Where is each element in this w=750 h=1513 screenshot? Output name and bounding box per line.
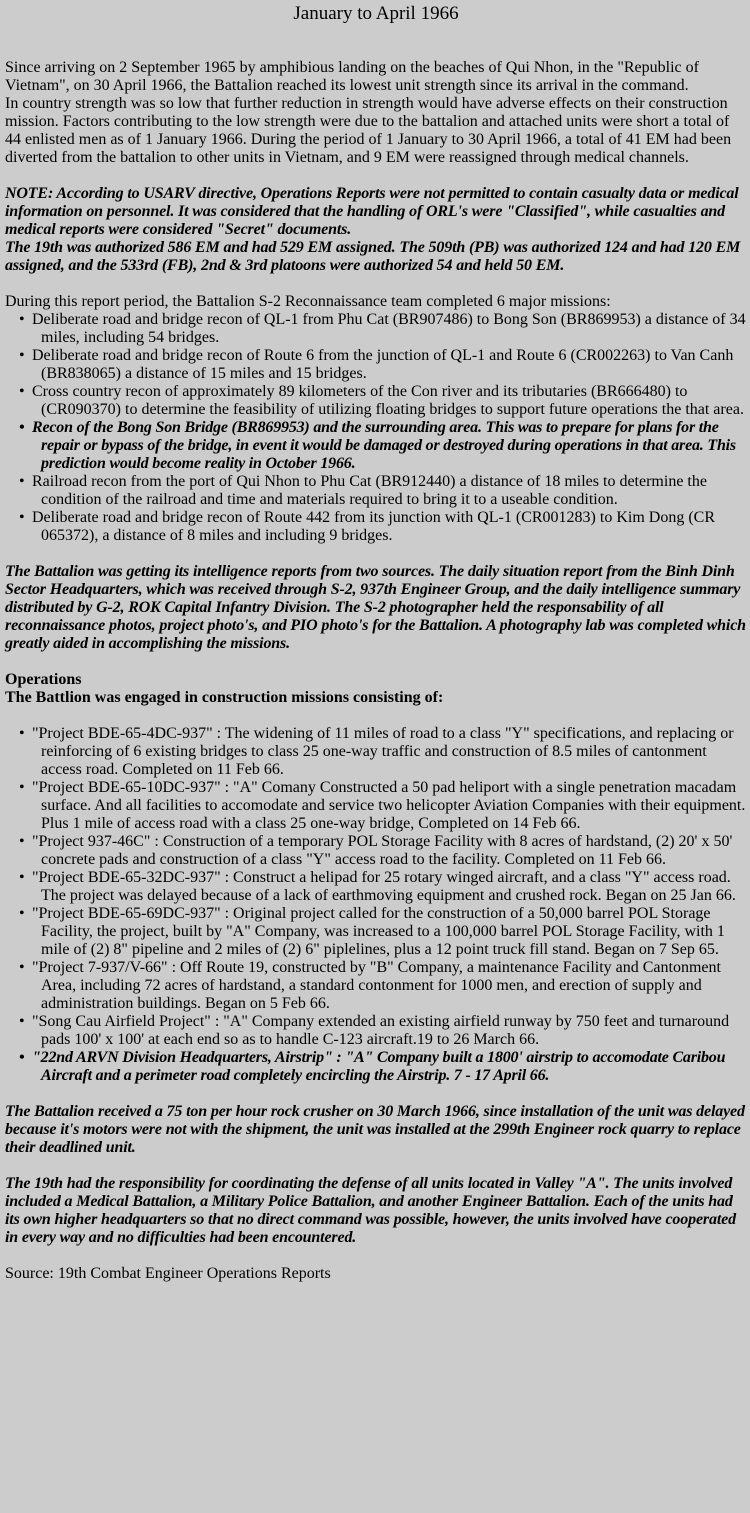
list-item bbox=[5, 959, 747, 1013]
bullet-icon: • bbox=[19, 473, 25, 490]
operations-heading: Operations bbox=[5, 671, 82, 688]
list-item bbox=[5, 833, 747, 869]
note-text-2: The 19th was authorized 586 EM and had 529 EM assigned. The 509th (PB) was authorized 124 and had 120 EM assigned, and the 533rd (FB), 2nd & 3rd platoons were authorized 54 and held 50 EM. bbox=[5, 239, 741, 274]
bullet-icon: • bbox=[19, 419, 25, 436]
page-title: January to April 1966 bbox=[293, 3, 459, 24]
intro-text-2: In country strength was so low that further reduction in strength would have adverse effects on their construction mission. Factors contributing to the low strength were due to the battalion and attached units were short a total of 44 enlisted men as of 1 January 1966. During the period of 1 January to 30 April 1966, a total of 41 EM had been diverted from the battalion to other units in Vietnam, and 9 EM were reassigned through medical channels. bbox=[5, 95, 732, 166]
bullet-icon: • bbox=[19, 725, 25, 742]
intro-paragraph bbox=[5, 59, 747, 167]
list-item bbox=[5, 311, 747, 347]
list-item-text: "Project 937-46C" : Construction of a temporary POL Storage Facility with 8 acres of hardstand, (2) 20' x 50' concrete pads and construction of a class "Y" access road to the facility. Completed on 11 Feb 66. bbox=[32, 833, 733, 868]
bullet-icon: • bbox=[19, 509, 25, 526]
list-item bbox=[5, 725, 747, 779]
bullet-icon: • bbox=[19, 905, 25, 922]
source-citation: Source: 19th Combat Engineer Operations Reports bbox=[5, 1265, 331, 1282]
intro-text-1: Since arriving on 2 September 1965 by amphibious landing on the beaches of Qui Nhon, in the "Republic of Vietnam", on 30 April 1966, the Battalion reached its lowest unit strength since its arrival in the command. bbox=[5, 59, 699, 94]
list-item bbox=[5, 1049, 747, 1085]
list-item bbox=[5, 869, 747, 905]
list-item bbox=[5, 473, 747, 509]
list-item-text: Recon of the Bong Son Bridge (BR869953) and the surrounding area. This was to prepare for plans for the repair or bypass of the bridge, in event it would be damaged or destroyed during operations in that area. This prediction would become reality in October 1966. bbox=[32, 419, 736, 472]
recon-section bbox=[5, 293, 747, 545]
bullet-icon: • bbox=[19, 311, 25, 328]
bullet-icon: • bbox=[19, 1049, 25, 1066]
list-item bbox=[5, 1013, 747, 1049]
note-paragraph bbox=[5, 185, 747, 275]
defense-paragraph: The 19th had the responsibility for coordinating the defense of all units located in Valley "A". The units involved included a Medical Battalion, a Military Police Battalion, and another Engineer Battalion. Each of the units had its own higher headquarters so that no direct command was possible, however, the units involved have cooperated in every way and no difficulties had been encountered. bbox=[5, 1175, 736, 1246]
list-item-text: "Project BDE-65-4DC-937" : The widening of 11 miles of road to a class "Y" specifications, and replacing or reinforcing of 6 existing bridges to class 25 one-way traffic and construction of 8.5 miles of cantonment access road. Completed on 11 Feb 66. bbox=[32, 725, 734, 778]
list-item-text: "Project 7-937/V-66" : Off Route 19, constructed by "B" Company, a maintenance Facility and Cantonment Area, including 72 acres of hardstand, a standard contonment for 1000 men, and erection of supply and administration buildings. Began on 5 Feb 66. bbox=[32, 959, 721, 1012]
list-item bbox=[5, 905, 747, 959]
list-item-text: "Song Cau Airfield Project" : "A" Company extended an existing airfield runway by 750 feet and turnaround pads 100' x 100' at each end so as to handle C-123 aircraft.19 to 26 March 66. bbox=[32, 1013, 730, 1048]
crusher-paragraph: The Battalion received a 75 ton per hour rock crusher on 30 March 1966, since installation of the unit was delayed because it's motors were not with the shipment, the unit was installed at the 299th Engineer rock quarry to replace their deadlined unit. bbox=[5, 1103, 745, 1156]
list-item bbox=[5, 383, 747, 419]
list-item-text: Deliberate road and bridge recon of Route 442 from its junction with QL-1 (CR001283) to Kim Dong (CR 065372), a distance of 8 miles and including 9 bridges. bbox=[32, 509, 715, 544]
list-item bbox=[5, 419, 747, 473]
recon-list bbox=[5, 311, 747, 545]
list-item-text: Cross country recon of approximately 89 kilometers of the Con river and its tributaries (BR666480) to (CR090370) to determine the feasibility of utilizing floating bridges to support future operations the that area. bbox=[32, 383, 744, 418]
list-item-text: Deliberate road and bridge recon of QL-1 from Phu Cat (BR907486) to Bong Son (BR869953) a distance of 34 miles, including 54 bridges. bbox=[32, 311, 746, 346]
list-item-text: "Project BDE-65-32DC-937" : Construct a helipad for 25 rotary winged aircraft, and a class "Y" access road. The project was delayed because of a lack of earthmoving equipment and crushed rock. Began on 25 Jan 66. bbox=[32, 869, 736, 904]
note-text-1: NOTE: According to USARV directive, Operations Reports were not permitted to contain casualty data or medical information on personnel. It was considered that the handling of ORL's were "Classified", while casualties and medical reports were considered "Secret" documents. bbox=[5, 185, 739, 238]
bullet-icon: • bbox=[19, 779, 25, 796]
recon-intro: During this report period, the Battalion S-2 Reconnaissance team completed 6 major missions: bbox=[5, 293, 611, 310]
list-item-text: "Project BDE-65-69DC-937" : Original project called for the construction of a 50,000 barrel POL Storage Facility, the project, built by "A" Company, was increased to a 100,000 barrel POL Storage Facility, with 1 mile of (2) 8" pipeline and 2 miles of (2) 6" piplelines, plus a 12 point truck fill stand. Began on 7 Sep 65. bbox=[32, 905, 725, 958]
operations-list bbox=[5, 725, 747, 1085]
bullet-icon: • bbox=[19, 959, 25, 976]
list-item bbox=[5, 779, 747, 833]
operations-subheading: The Battlion was engaged in construction missions consisting of: bbox=[5, 689, 444, 706]
list-item-text: Deliberate road and bridge recon of Route 6 from the junction of QL-1 and Route 6 (CR002263) to Van Canh (BR838065) a distance of 15 miles and 15 bridges. bbox=[32, 347, 734, 382]
list-item-text: Railroad recon from the port of Qui Nhon to Phu Cat (BR912440) a distance of 18 miles to determine the condition of the railroad and time and materials required to bring it to a useable condition. bbox=[32, 473, 707, 508]
bullet-icon: • bbox=[19, 347, 25, 364]
bullet-icon: • bbox=[19, 833, 25, 850]
bullet-icon: • bbox=[19, 869, 25, 886]
list-item bbox=[5, 509, 747, 545]
intel-paragraph: The Battalion was getting its intelligence reports from two sources. The daily situation report from the Binh Dinh Sector Headquarters, which was received through S-2, 937th Engineer Group, and the daily intelligence summary distributed by G-2, ROK Capital Infantry Division. The S-2 photographer held the responsability of all reconnaissance photos, project photo's, and PIO photo's for the Battalion. A photography lab was completed which greatly aided in accomplishing the missions. bbox=[5, 563, 746, 652]
bullet-icon: • bbox=[19, 383, 25, 400]
operations-heading-block bbox=[5, 671, 747, 707]
list-item bbox=[5, 347, 747, 383]
bullet-icon: • bbox=[19, 1013, 25, 1030]
list-item-text: "Project BDE-65-10DC-937" : "A" Comany Constructed a 50 pad heliport with a single penetration macadam surface. And all facilities to accomodate and service two helicopter Aviation Companies with their equipment. Plus 1 mile of access road with a class 25 one-way bridge, Completed on 14 Feb 66. bbox=[32, 779, 746, 832]
document-page bbox=[0, 3, 750, 1283]
list-item-text: "22nd ARVN Division Headquarters, Airstrip" : "A" Company built a 1800' airstrip to accomodate Caribou Aircraft and a perimeter road completely encircling the Airstrip. 7 - 17 April 66. bbox=[32, 1049, 726, 1084]
